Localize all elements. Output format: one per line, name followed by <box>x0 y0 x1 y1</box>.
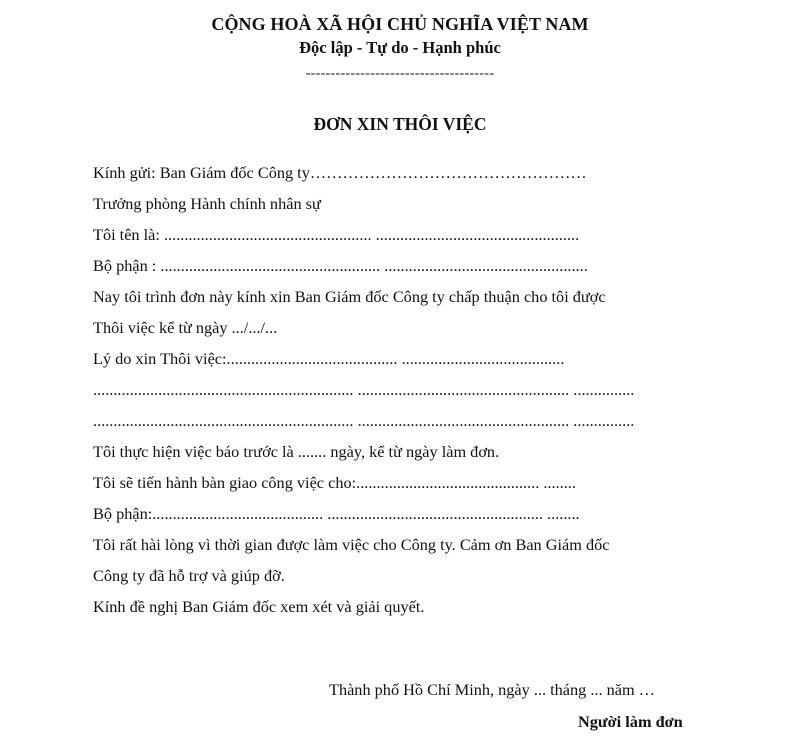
document-title: ĐƠN XIN THÔI VIỆC <box>313 114 487 134</box>
recipient-department-line: Trưởng phòng Hành chính nhân sự <box>93 194 321 213</box>
reason-continuation-line-1: ................................................................ .................................................... ............... <box>93 380 635 399</box>
resignation-date-line: Thôi việc kể từ ngày .../.../... <box>93 318 278 337</box>
name-field-line: Tôi tên là: ................................................... .................................................. <box>93 225 580 244</box>
closing-request-line: Kính đề nghị Ban Giám đốc xem xét và giải quyết. <box>93 597 425 616</box>
reason-field-line: Lý do xin Thôi việc:.......................................... ........................................ <box>93 349 565 368</box>
notice-period-line: Tôi thực hiện việc báo trước là ....... ngày, kể từ ngày làm đơn. <box>93 442 500 461</box>
gratitude-line-1: Tôi rất hài lòng vì thời gian được làm việc cho Công ty. Cảm ơn Ban Giám đốc <box>93 535 610 554</box>
place-date-line: Thành phố Hồ Chí Minh, ngày ... tháng ... năm … <box>329 680 656 699</box>
header-separator: -------------------------------------- <box>305 66 495 81</box>
signer-label: Người làm đơn <box>578 712 683 731</box>
request-line: Nay tôi trình đơn này kính xin Ban Giám đốc Công ty chấp thuận cho tôi được <box>93 287 606 306</box>
national-title: CỘNG HOÀ XÃ HỘI CHỦ NGHĨA VIỆT NAM <box>211 14 589 34</box>
handover-field-line: Tôi sẽ tiến hành bàn giao công việc cho:............................................. ........ <box>93 473 576 492</box>
department-field-line: Bộ phận : ...................................................... .................................................. <box>93 256 588 275</box>
reason-continuation-line-2: ................................................................ .................................................... ............... <box>93 411 635 430</box>
national-motto: Độc lập - Tự do - Hạnh phúc <box>299 38 501 57</box>
recipient-line: Kính gửi: Ban Giám đốc Công ty…………………………………………… <box>93 163 587 182</box>
handover-department-line: Bộ phận:.......................................... ..................................................... ........ <box>93 504 580 523</box>
gratitude-line-2: Công ty đã hỗ trợ và giúp đỡ. <box>93 566 285 585</box>
